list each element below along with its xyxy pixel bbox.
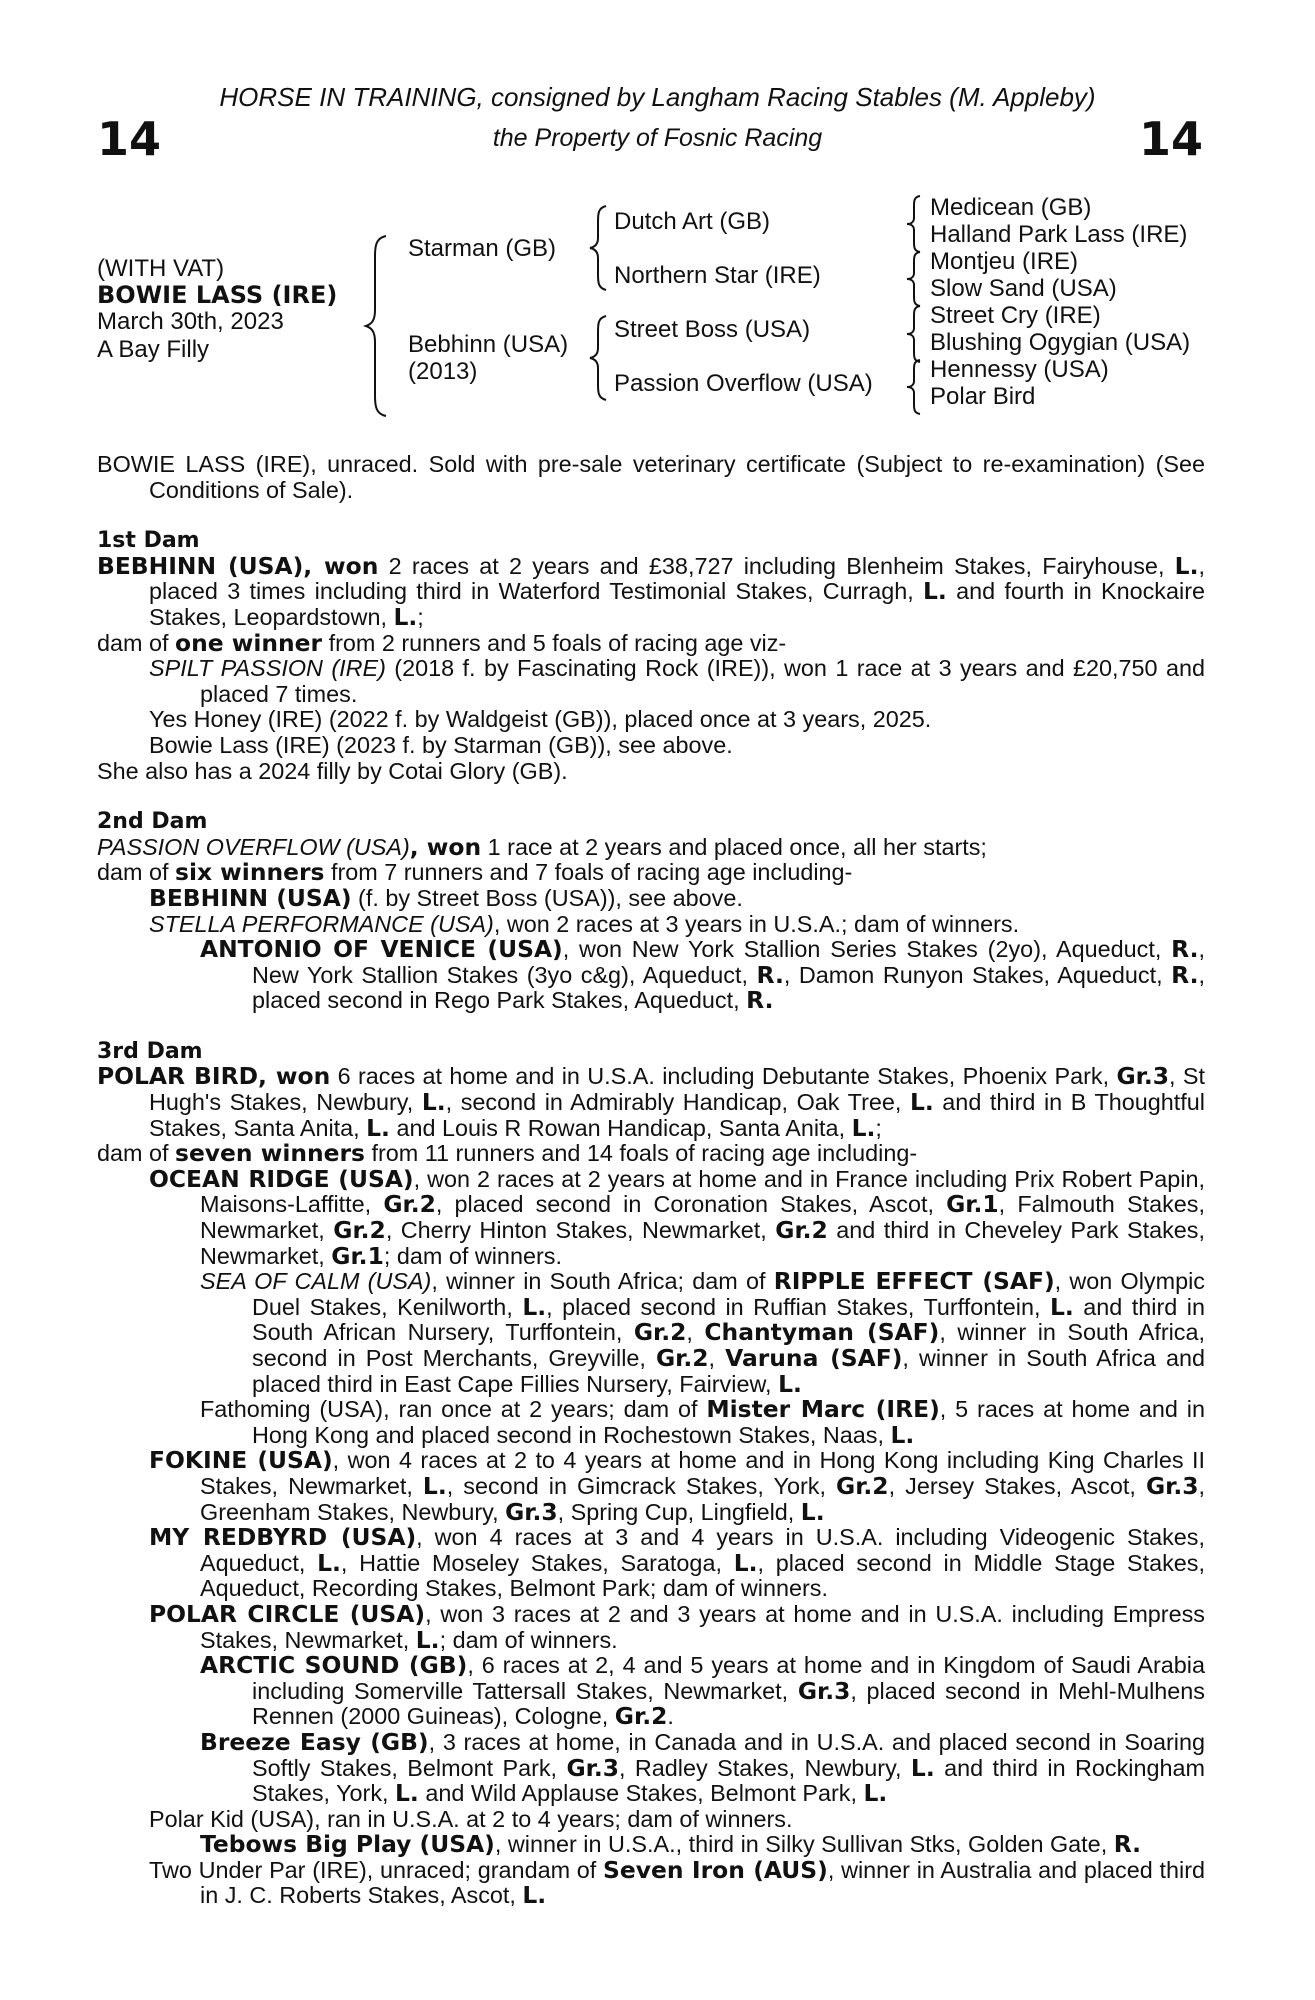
- produce-2024-filly: She also has a 2024 filly by Cotai Glory (GB).: [97, 757, 568, 784]
- produce-name: Tebows Big Play (USA): [200, 1830, 495, 1859]
- second-dam-heading: 2nd Dam: [97, 809, 208, 835]
- dam-dam: Passion Overflow (USA): [614, 370, 873, 397]
- listed-mark: L.: [863, 1779, 888, 1808]
- third-dam-produce-summary: [97, 1141, 1205, 1167]
- restricted-mark: R.: [1171, 935, 1199, 964]
- listed-mark: L.: [1174, 551, 1199, 580]
- third-dam-name: POLAR BIRD: [97, 1062, 259, 1091]
- listed-mark: L.: [366, 1113, 390, 1142]
- text: , won 4 races at 2 to 4 years at home and in Hong Kong including King Charles II Stakes, Newmarket,: [200, 1447, 1205, 1499]
- text: , won Olympic Duel Stakes, Kenilworth,: [252, 1268, 1206, 1320]
- text: , won 2 races at 2 years at home and in France including Prix Robert Papin, Maisons-Laffitte,: [200, 1165, 1206, 1218]
- text: , winner in Australia and placed third in J. C. Roberts Stakes, Ascot,: [200, 1856, 1206, 1909]
- restricted-mark: R.: [1113, 1830, 1142, 1859]
- group-mark: Gr.2: [383, 1190, 436, 1219]
- listed-mark: L.: [800, 1497, 825, 1526]
- group-mark: Gr.2: [655, 1344, 709, 1372]
- produce-name: Varuna (SAF): [725, 1344, 903, 1372]
- text: and Louis R Rowan Handicap, Santa Anita,: [389, 1114, 852, 1141]
- lot-number-left: 14: [97, 112, 162, 166]
- text: , winner in South Africa and placed third in East Cape Fillies Nursery, Fairview,: [252, 1345, 1206, 1397]
- produce-name: BEBHINN (USA): [149, 883, 352, 912]
- text: , Spring Cup, Lingfield,: [557, 1498, 801, 1525]
- produce-spilt-passion: [97, 656, 1205, 707]
- produce-antonio-of-venice: [97, 937, 1205, 1014]
- produce-breeze-easy: [97, 1727, 1205, 1808]
- text: ,: [708, 1345, 726, 1371]
- produce-name: RIPPLE EFFECT (SAF): [773, 1267, 1055, 1296]
- text: , second in Gimcrack Stakes, York,: [446, 1472, 837, 1499]
- produce-name: MY REDBYRD (USA): [149, 1523, 417, 1552]
- second-dam-name: PASSION OVERFLOW (USA): [97, 833, 410, 860]
- text: ;: [417, 603, 424, 630]
- produce-polar-kid: Polar Kid (USA), ran in U.S.A. at 2 to 4 years; dam of winners.: [149, 1805, 793, 1832]
- produce-name: Mister Marc (IRE): [706, 1395, 940, 1424]
- group-mark: Gr.1: [331, 1241, 384, 1270]
- second-dam-produce-summary: [97, 860, 1205, 886]
- grandparent-6: Blushing Ogygian (USA): [930, 329, 1191, 356]
- group-mark: Gr.2: [836, 1471, 889, 1500]
- produce-bowie-lass: Bowie Lass (IRE) (2023 f. by Starman (GB)), see above.: [149, 731, 733, 758]
- dam-year: (2013): [408, 358, 478, 385]
- text: , winner in U.S.A., third in Silky Sullivan Stks, Golden Gate,: [494, 1831, 1114, 1858]
- text: dam of: [97, 1140, 176, 1167]
- first-dam-produce-summary: [97, 628, 1205, 657]
- produce-name: Chantyman (SAF): [704, 1318, 940, 1347]
- grandparent-4: Slow Sand (USA): [930, 275, 1117, 302]
- produce-name: FOKINE (USA): [149, 1446, 333, 1475]
- text: , placed second in Ruffian Stakes, Turffontein,: [546, 1293, 1050, 1320]
- text: , New York Stallion Stakes (3yo c&g), Aqueduct,: [252, 936, 1205, 988]
- produce-bebhinn: [97, 883, 1205, 912]
- produce-record: [97, 452, 1205, 1909]
- text: Fathoming (USA), ran once at 2 years; dam of: [200, 1396, 707, 1423]
- grandparent-2: Halland Park Lass (IRE): [930, 221, 1188, 248]
- produce-stella-performance: [97, 912, 1205, 938]
- text: and third in Cheveley Park Stakes, Newmarket,: [200, 1217, 1205, 1269]
- text: , won 4 races at 3 and 4 years in U.S.A. including Videogenic Stakes, Aqueduct,: [200, 1524, 1205, 1576]
- listed-mark: L.: [522, 1881, 547, 1910]
- produce-fokine: [97, 1448, 1205, 1525]
- text: , placed second in Mehl-Mulhens Rennen (2000 Guineas), Cologne,: [252, 1677, 1205, 1730]
- first-dam-name: BEBHINN (USA): [97, 551, 304, 580]
- text: 6 races at home and in U.S.A. including Debutante Stakes, Phoenix Park,: [330, 1063, 1117, 1090]
- group-mark: Gr.3: [797, 1676, 851, 1705]
- text: , Jersey Stakes, Ascot,: [888, 1472, 1146, 1499]
- produce-arctic-sound: [97, 1653, 1205, 1730]
- text: , Greenham Stakes, Newbury,: [200, 1472, 1205, 1525]
- text: .: [667, 1703, 674, 1730]
- text: , won New York Stallion Series Stakes (2yo), Aqueduct,: [562, 936, 1172, 963]
- produce-fathoming: [97, 1397, 1205, 1448]
- text: , Hattie Moseley Stakes, Saratoga,: [340, 1549, 734, 1576]
- text: ; dam of winners.: [439, 1626, 618, 1653]
- grandparent-7: Hennessy (USA): [930, 356, 1109, 383]
- produce-polar-circle: [97, 1599, 1206, 1654]
- third-dam-record: [97, 1064, 1205, 1141]
- text: , St Hugh's Stakes, Newbury,: [149, 1063, 1205, 1116]
- grandparent-3: Montjeu (IRE): [930, 248, 1079, 275]
- text: , won 2 races at 3 years in U.S.A.; dam of winners.: [493, 910, 1020, 937]
- listed-mark: L.: [890, 1420, 915, 1449]
- group-mark: Gr.3: [566, 1753, 620, 1782]
- text: dam of: [97, 859, 176, 886]
- listed-mark: L.: [421, 1088, 446, 1117]
- text: , Damon Runyon Stakes, Aqueduct,: [783, 961, 1172, 988]
- sire-name: Starman (GB): [408, 235, 557, 262]
- produce-tebows-big-play: [97, 1832, 1205, 1858]
- brace-dam: [590, 316, 606, 400]
- text: from 2 runners and 5 foals of racing age viz-: [322, 629, 787, 656]
- brace-g56: [907, 306, 920, 362]
- winner-count: seven winners: [175, 1139, 365, 1168]
- horse-name: BOWIE LASS (IRE): [97, 281, 338, 309]
- listed-mark: L.: [1049, 1292, 1074, 1321]
- group-mark: Gr.3: [1145, 1471, 1199, 1500]
- winner-count: six winners: [175, 858, 325, 887]
- group-mark: Gr.3: [1116, 1062, 1170, 1091]
- consignor-line: HORSE IN TRAINING, consigned by Langham Racing Stables (M. Appleby): [219, 82, 1096, 112]
- text: , Radley Stakes, Newbury,: [619, 1754, 911, 1781]
- restricted-mark: R.: [746, 986, 774, 1015]
- sire-sire: Dutch Art (GB): [614, 208, 771, 235]
- listed-mark: L.: [415, 1625, 440, 1654]
- listed-mark: L.: [522, 1292, 547, 1321]
- text: , winner in South Africa, second in Post Merchants, Greyville,: [252, 1319, 1206, 1371]
- text: , 3 races at home, in Canada and in U.S.A. and placed second in Soaring Softly Stakes, Belmont Park,: [252, 1728, 1205, 1781]
- produce-two-under-par: [97, 1855, 1206, 1910]
- text: , 5 races at home and in Hong Kong and placed second in Rochestown Stakes, Naas,: [252, 1396, 1206, 1448]
- text: 1 race at 2 years and placed once, all her starts;: [481, 833, 987, 860]
- text: dam of: [97, 629, 176, 656]
- text: ,: [686, 1319, 705, 1346]
- text: and fourth in Knockaire Stakes, Leopardstown,: [149, 578, 1205, 630]
- listed-mark: L.: [851, 1113, 876, 1142]
- listed-mark: L.: [422, 1471, 447, 1500]
- group-mark: Gr.3: [505, 1497, 558, 1526]
- text: , Falmouth Stakes, Newmarket,: [200, 1191, 1205, 1244]
- property-line: the Property of Fosnic Racing: [492, 124, 823, 152]
- intro-horse-name: BOWIE LASS (IRE): [97, 451, 311, 477]
- horse-description: A Bay Filly: [97, 336, 210, 363]
- winner-count: one winner: [175, 628, 323, 657]
- brace-main: [366, 236, 386, 416]
- text: , placed second in Rego Park Stakes, Aqueduct,: [252, 961, 1205, 1014]
- text: , 6 races at 2, 4 and 5 years at home and in Kingdom of Saudi Arabia including Somerville Tattersall Stakes, Newmarket,: [252, 1652, 1205, 1704]
- won-label: , won: [258, 1062, 331, 1091]
- text: (f. by Street Boss (USA)), see above.: [351, 884, 743, 911]
- text: , won 3 races at 2 and 3 years at home and in U.S.A. including Empress Stakes, Newmarket,: [200, 1600, 1206, 1653]
- dam-sire: Street Boss (USA): [614, 316, 811, 343]
- produce-yes-honey: Yes Honey (IRE) (2022 f. by Waldgeist (GB)), placed once at 3 years, 2025.: [149, 706, 932, 733]
- listed-mark: L.: [909, 1088, 934, 1117]
- produce-name: SEA OF CALM (USA): [200, 1268, 432, 1295]
- text: from 11 runners and 14 foals of racing age including-: [364, 1140, 918, 1167]
- produce-name: ARCTIC SOUND (GB): [200, 1651, 468, 1680]
- sire-dam: Northern Star (IRE): [614, 262, 821, 289]
- listed-mark: L.: [778, 1369, 802, 1398]
- grandparent-8: Polar Bird: [930, 383, 1036, 410]
- text: from 7 runners and 7 foals of racing age including-: [324, 859, 853, 886]
- second-dam-record: [97, 832, 1205, 861]
- grandparent-1: Medicean (GB): [930, 194, 1092, 221]
- listed-mark: L.: [317, 1548, 341, 1577]
- first-dam-heading: 1st Dam: [97, 528, 200, 554]
- listed-mark: L.: [733, 1548, 758, 1577]
- group-mark: Gr.2: [633, 1318, 687, 1347]
- produce-name: ANTONIO OF VENICE (USA): [200, 935, 563, 964]
- brace-sire: [590, 206, 606, 290]
- produce-sea-of-calm: [97, 1269, 1205, 1397]
- text: (2018 f. by Fascinating Rock (IRE)), won 1 race at 3 years and £20,750 and placed 7 times.: [200, 655, 1205, 707]
- produce-name: SPILT PASSION (IRE): [149, 655, 386, 682]
- text: , placed second in Middle Stage Stakes, Aqueduct, Recording Stakes, Belmont Park; dam of winners.: [200, 1549, 1205, 1602]
- text: , Cherry Hinton Stakes, Newmarket,: [385, 1217, 776, 1244]
- grandparent-5: Street Cry (IRE): [930, 302, 1101, 329]
- produce-name: OCEAN RIDGE (USA): [149, 1164, 414, 1193]
- brace-g34: [907, 252, 920, 306]
- produce-ocean-ridge: [97, 1164, 1206, 1270]
- won-label: , won: [303, 551, 379, 580]
- produce-name: STELLA PERFORMANCE (USA): [149, 910, 494, 937]
- group-mark: Gr.2: [775, 1216, 828, 1245]
- brace-g12: [907, 196, 920, 252]
- vat-label: (WITH VAT): [97, 255, 225, 282]
- dam-name: Bebhinn (USA): [408, 331, 569, 358]
- restricted-mark: R.: [756, 960, 784, 989]
- first-dam-record: [97, 551, 1205, 631]
- listed-mark: L.: [923, 577, 947, 606]
- won-label: , won: [409, 832, 482, 861]
- lot-number-right: 14: [1138, 112, 1203, 166]
- restricted-mark: R.: [1171, 960, 1199, 989]
- produce-name: Breeze Easy (GB): [200, 1727, 429, 1756]
- brace-g78: [907, 360, 920, 414]
- text: and third in South African Nursery, Turffontein,: [252, 1293, 1205, 1346]
- listed-mark: L.: [395, 1779, 419, 1808]
- text: and Wild Applause Stakes, Belmont Park,: [418, 1780, 864, 1807]
- foaling-date: March 30th, 2023: [97, 308, 284, 335]
- group-mark: Gr.1: [946, 1190, 999, 1219]
- text: ;: [875, 1114, 882, 1141]
- produce-name: POLAR CIRCLE (USA): [149, 1599, 426, 1628]
- text: Two Under Par (IRE), unraced; grandam of: [149, 1856, 604, 1883]
- text: and third in B Thoughtful Stakes, Santa Anita,: [149, 1089, 1205, 1141]
- listed-mark: L.: [910, 1753, 935, 1782]
- text: 2 races at 2 years and £38,727 including Blenheim Stakes, Fairyhouse,: [378, 552, 1175, 579]
- text: ; dam of winners.: [383, 1242, 562, 1269]
- group-mark: Gr.2: [333, 1216, 386, 1245]
- text: , second in Admirably Handicap, Oak Tree,: [445, 1089, 910, 1116]
- intro-paragraph: [97, 452, 1205, 503]
- text: , winner in South Africa; dam of: [431, 1268, 774, 1295]
- intro-text: , unraced. Sold with pre-sale veterinary certificate (Subject to re-examination) (See Conditions of Sale).: [149, 451, 1205, 503]
- produce-name: Seven Iron (AUS): [603, 1855, 828, 1884]
- produce-my-redbyrd: [97, 1525, 1205, 1602]
- text: and third in Rockingham Stakes, York,: [252, 1754, 1205, 1807]
- text: , placed second in Coronation Stakes, Ascot,: [435, 1191, 947, 1218]
- text: , placed 3 times including third in Waterford Testimonial Stakes, Curragh,: [149, 552, 1205, 605]
- listed-mark: L.: [393, 602, 418, 631]
- third-dam-heading: 3rd Dam: [97, 1038, 203, 1064]
- group-mark: Gr.2: [614, 1702, 668, 1731]
